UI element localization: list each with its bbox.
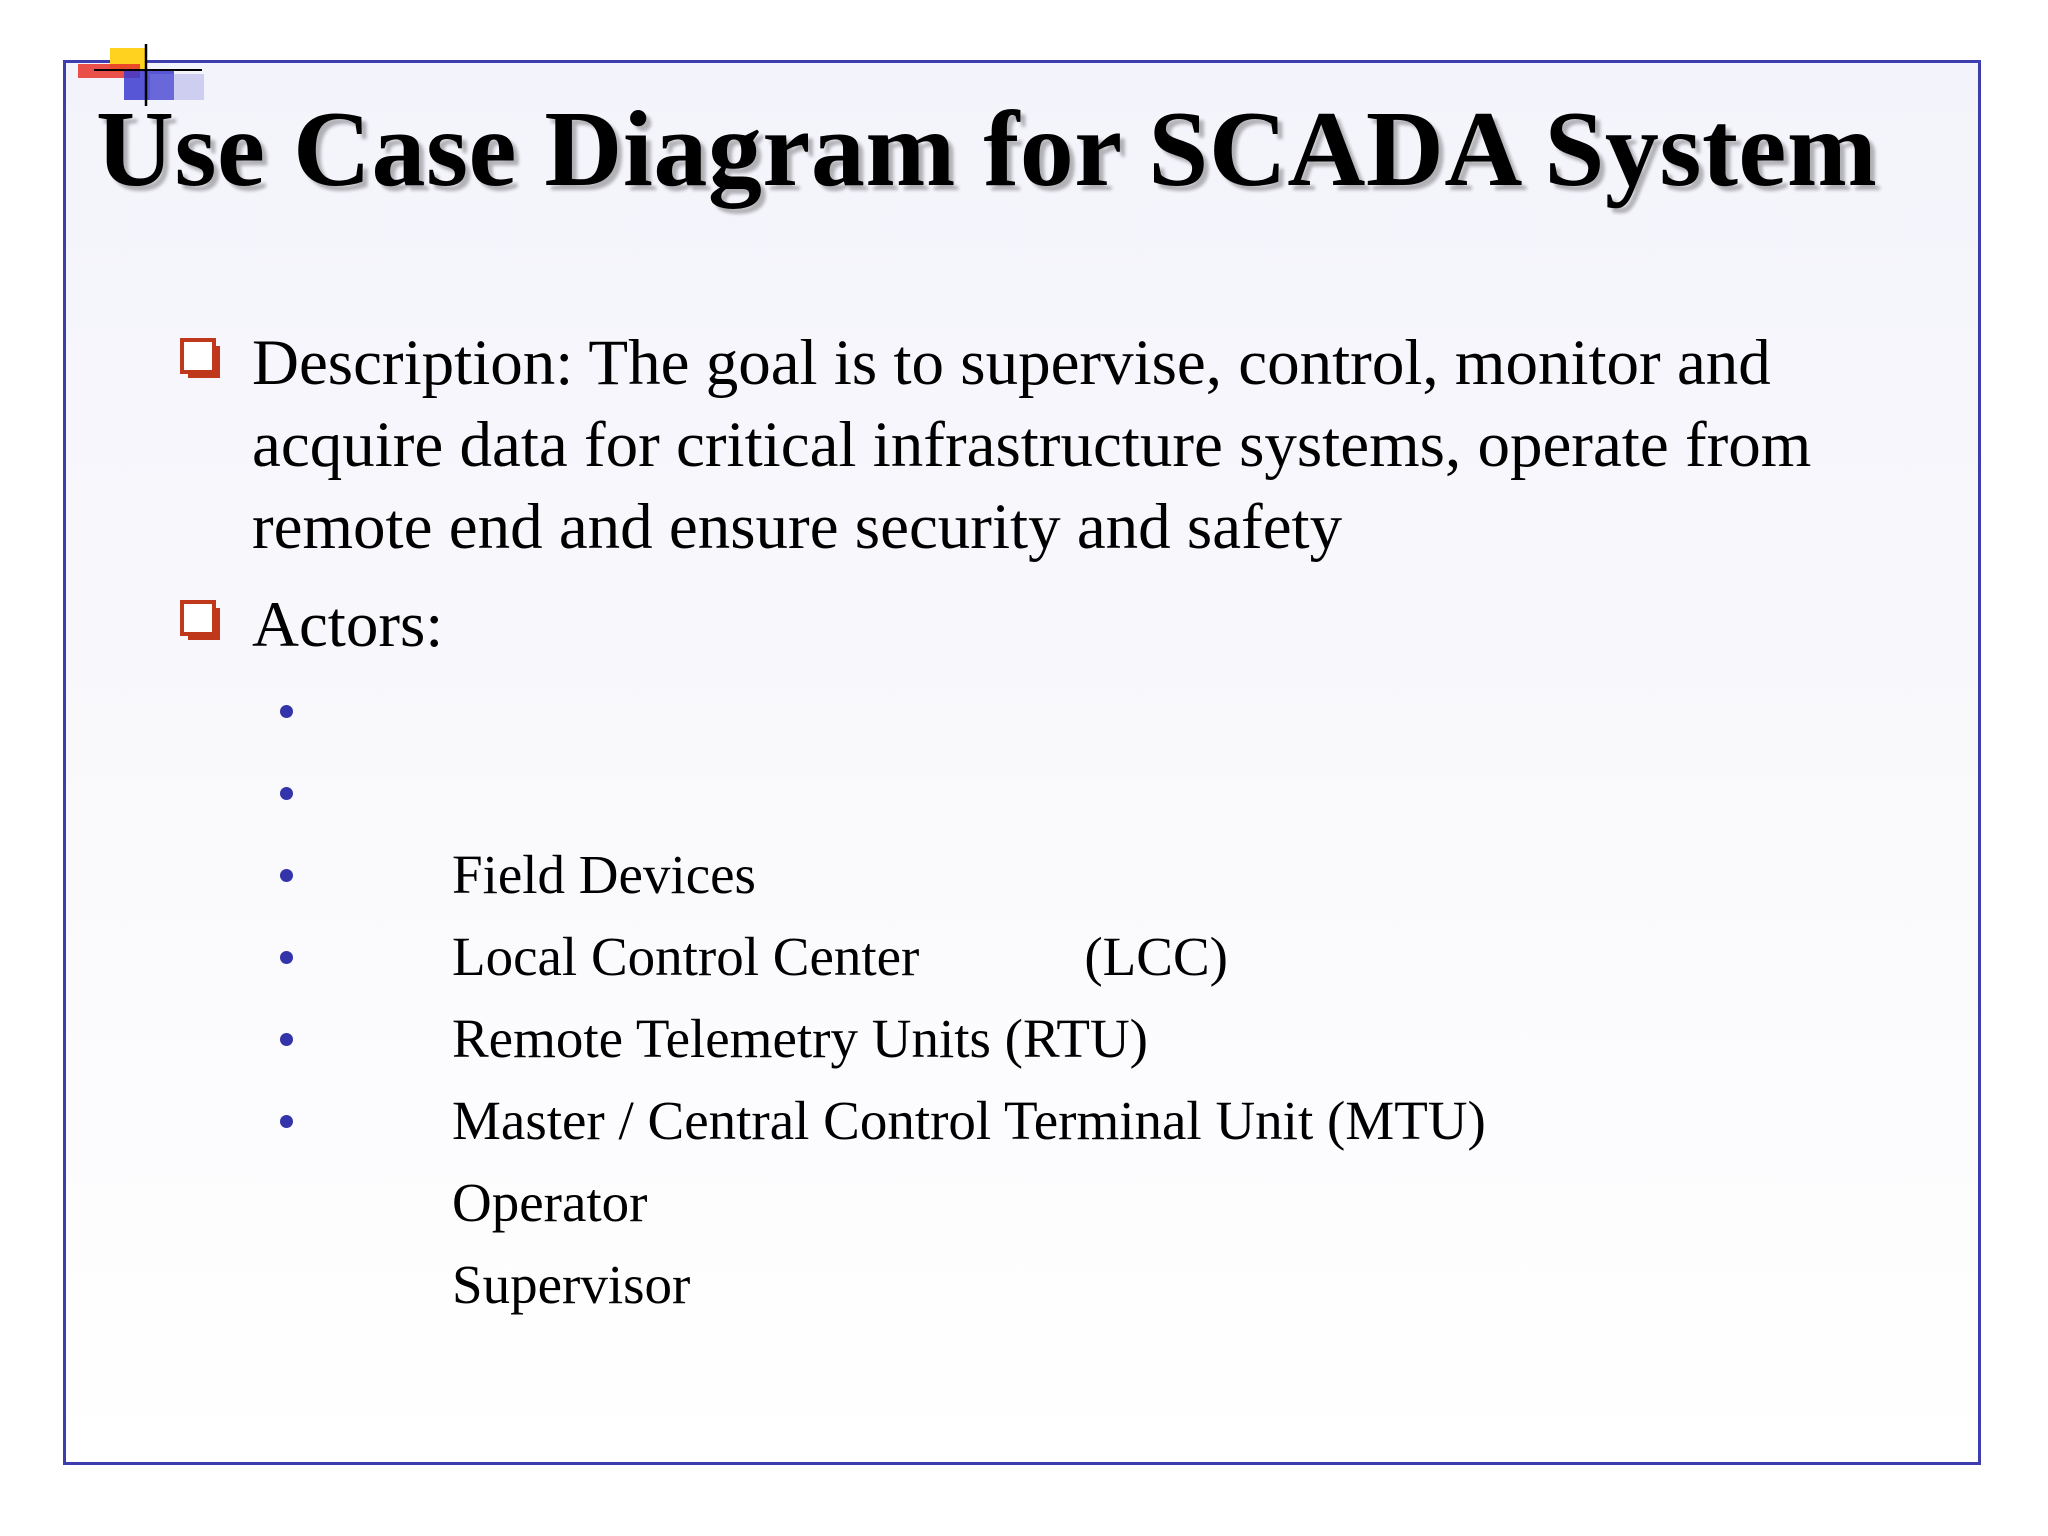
- bullet-dot-icon: [280, 787, 293, 800]
- actor-label: Field Devices: [452, 844, 756, 905]
- square-bullet-icon: [180, 338, 222, 380]
- actors-list: [178, 670, 1938, 1315]
- description-text: Description: The goal is to supervise, control, monitor and acquire data for critical infrastructure systems, operate from remote end and ensure security and safety: [252, 327, 1812, 563]
- slide-content: [178, 322, 1938, 1315]
- bullet-dot-icon: [280, 1033, 293, 1046]
- actor-label: Master / Central Control Terminal Unit (MTU): [452, 1090, 1486, 1151]
- actor-label: Local Control Center (LCC): [452, 926, 1228, 987]
- bullet-dot-icon: [280, 869, 293, 882]
- bullet-dot-icon: [280, 705, 293, 718]
- list-item: [178, 670, 1938, 905]
- actor-label: Supervisor: [452, 1254, 691, 1315]
- square-bullet-icon: [180, 600, 222, 642]
- bullet-actors: [178, 584, 1938, 666]
- bullet-dot-icon: [280, 951, 293, 964]
- slide-title: Use Case Diagram for SCADA System: [96, 90, 1878, 209]
- bullet-description: [178, 322, 1938, 568]
- actor-label: Remote Telemetry Units (RTU): [452, 1008, 1148, 1069]
- bullet-dot-icon: [280, 1115, 293, 1128]
- actor-label: Operator: [452, 1172, 648, 1233]
- actors-heading: Actors:: [252, 589, 444, 661]
